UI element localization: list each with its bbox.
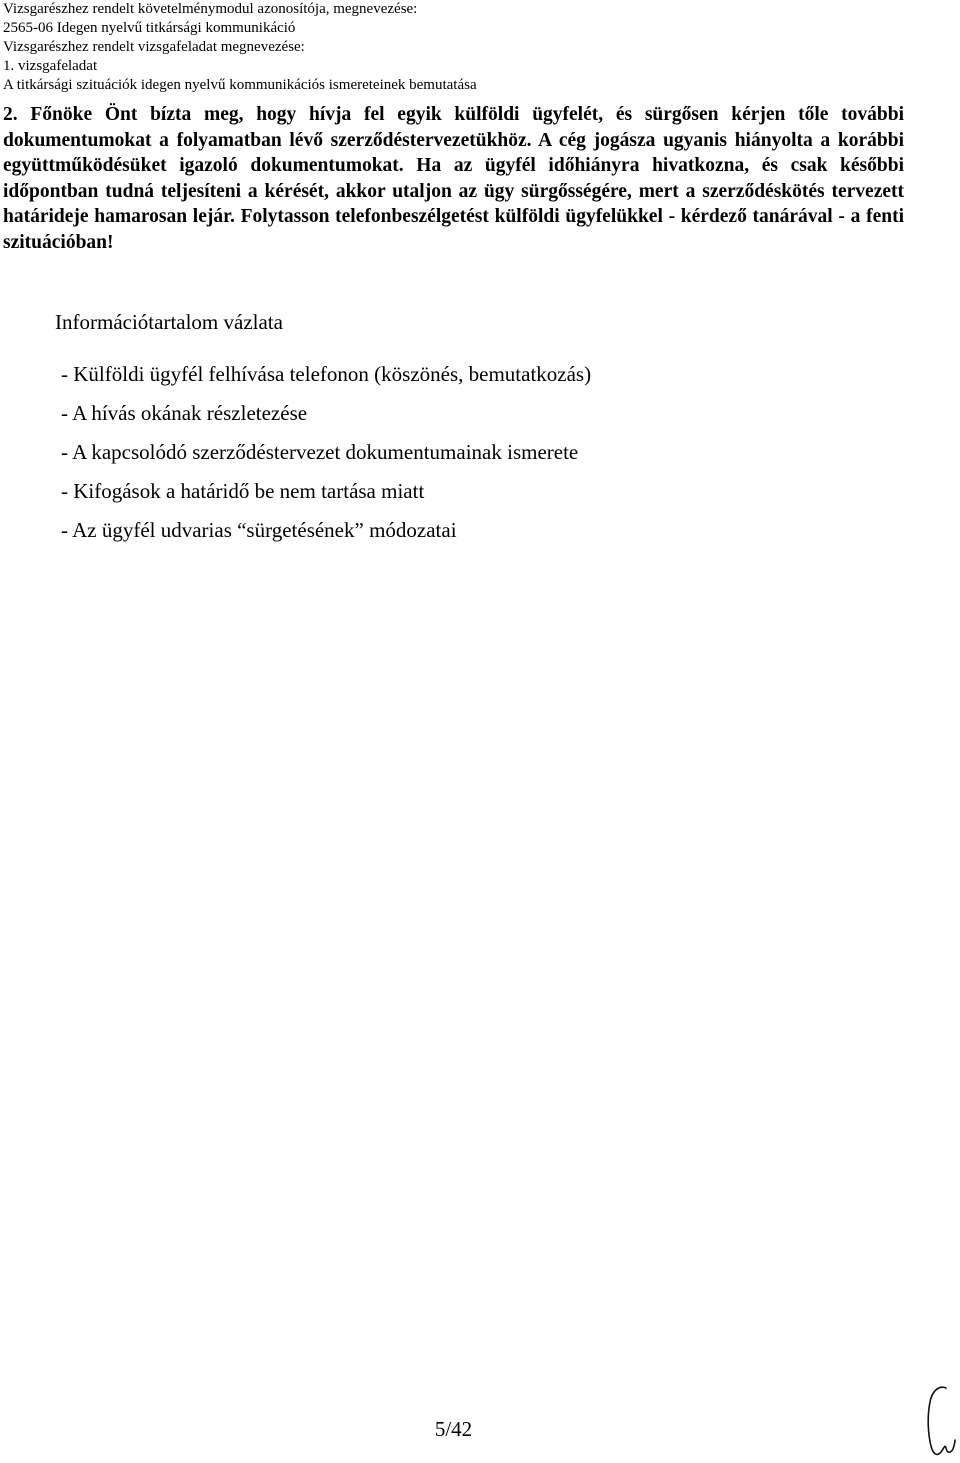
module-name: 2565-06 Idegen nyelvű titkársági kommunikáció <box>3 20 296 36</box>
module-id-label: Vizsgarészhez rendelt követelménymodul azonosítója, megnevezése: <box>3 1 418 17</box>
exam-task-number: 1. vizsgafeladat <box>3 58 98 74</box>
page-number: 5/42 <box>434 1417 473 1441</box>
outline-item: - Külföldi ügyfél felhívása telefonon (köszönés, bemutatkozás) <box>61 362 592 386</box>
outline-item: - A hívás okának részletezése <box>61 401 308 425</box>
outline-item: - A kapcsolódó szerződéstervezet dokumentumainak ismerete <box>61 440 579 464</box>
exam-task-title: A titkársági szituációk idegen nyelvű kommunikációs ismereteinek bemutatása <box>3 77 477 93</box>
document-header <box>3 0 953 95</box>
outline-item: - Kifogások a határidő be nem tartása miatt <box>61 479 425 503</box>
handwritten-signature <box>922 1382 958 1460</box>
outline-title: Információtartalom vázlata <box>55 310 283 334</box>
outline-item: - Az ügyfél udvarias “sürgetésének” módozatai <box>61 518 457 542</box>
outline-list <box>61 361 591 556</box>
exam-task-label: Vizsgarészhez rendelt vizsgafeladat megnevezése: <box>3 39 305 55</box>
task-description: 2. Főnöke Önt bízta meg, hogy hívja fel egyik külföldi ügyfelét, és sürgősen kérjen tőle további dokumentumokat a folyamatban lévő szerződéstervezetükhöz. A cég jogásza ugyanis hiányolta a korábbi együttműködésüket igazoló dokumentumokat. Ha az ügyfél időhiányra hivatkozna, és csak későbbi időpontban tudná teljesíteni a kérését, akkor utaljon az ügy sürgősségére, mert a szerződéskötés tervezett határideje hamarosan lejár. Folytasson telefonbeszélgetést külföldi ügyfelükkel - kérdező tanárával - a fenti szituációban! <box>3 104 904 253</box>
